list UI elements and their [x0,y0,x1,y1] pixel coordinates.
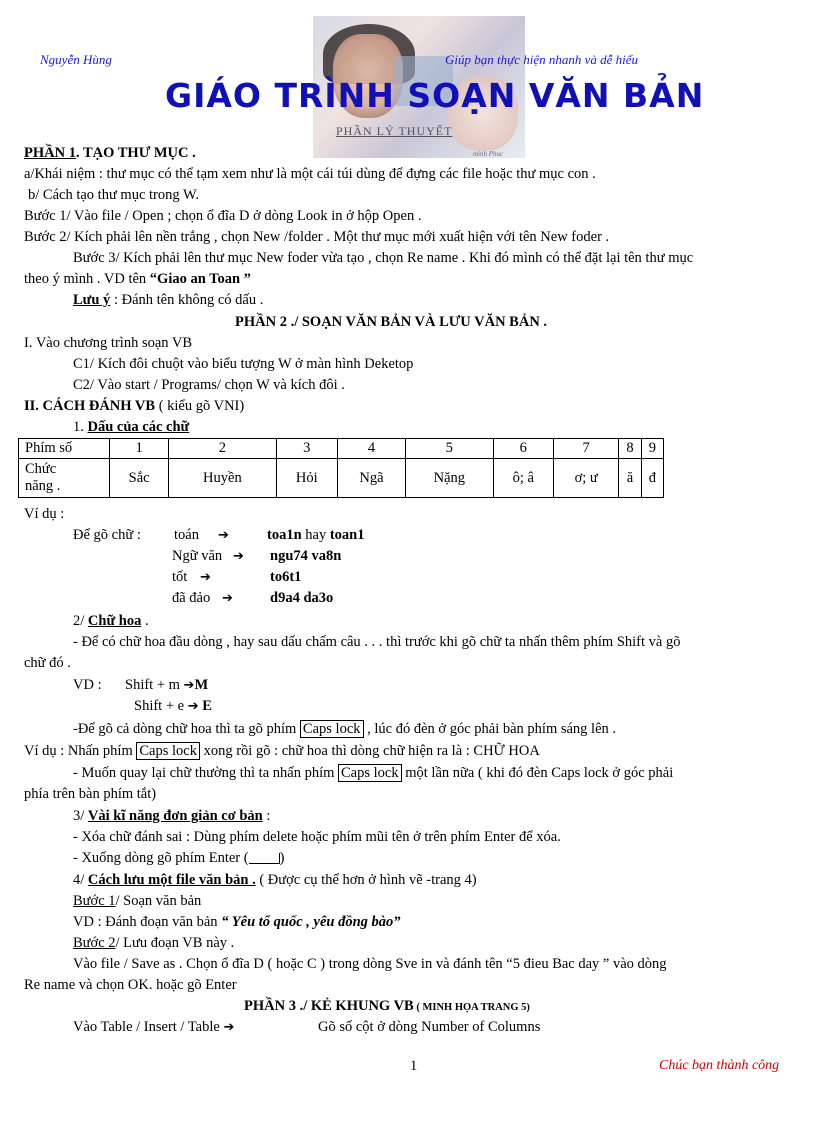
part1-definition: a/Khái niệm : thư mục có thể tạm xem như là một cái túi dùng để đựng các file hoặc thư mục con . [24,166,596,182]
part2-heading: PHẦN 2 ./ SOẠN VĂN BẢN VÀ LƯU VĂN BẢN . [235,314,548,330]
part1-how: b/ Cách tạo thư mục trong W. [28,187,199,203]
save-vd-label: VD : Đánh đoạn văn bản [73,914,222,930]
typing-title: II. CÁCH ĐÁNH VB [24,398,156,414]
arrow-icon: ➔ [233,549,244,564]
table-func: Huyền [169,459,276,498]
arrow-icon: ➔ [223,1020,235,1035]
caps-back-b: một lần nữa ( khi đó đèn Caps lock ở góc phải [401,765,674,781]
caps-lock-text-a: -Để gõ cả dòng chữ hoa thì ta gõ phím [73,721,300,737]
document-title: GIÁO TRÌNH SOẠN VĂN BẢN [165,76,705,115]
step2-text: / Lưu đoạn VB này . [115,935,235,951]
step2-label: Bước 2 [73,935,116,951]
save-vd [73,914,401,931]
enter-key-icon [249,853,280,864]
vd2-left: Shift + e [134,698,185,714]
part3-title: PHẦN 3 ./ KẺ KHUNG VB [244,998,414,1014]
example-alt-code: toan1 [329,527,365,543]
newline-text: - Xuống dòng gõ phím Enter ( [73,850,249,866]
example-code: toa1n [267,527,302,543]
caps-line2: chữ đó . [24,655,71,671]
marks-num: 1. [73,419,88,435]
example-word: đã đảo [172,590,211,606]
caps-vd-label: VD : [73,677,102,693]
caps-example-b: xong rồi gõ : chữ hoa thì dòng chữ hiện ra là : CHỮ HOA [199,743,540,759]
caps-vd2 [134,698,212,715]
example-code: d9a4 da3o [270,590,334,606]
part1-title: . TẠO THƯ MỤC . [75,145,196,161]
step1-label: Bước 1 [73,893,116,909]
save-step2 [73,935,234,952]
photo-caption: minh Phuc [473,150,504,158]
part1-step3-line1: Bước 3/ Kích phải lên thư mục New foder vừa tạo , chọn Re name . Khi đó mình có thể đặt lại tên thư mục [73,250,694,266]
example-code: to6t1 [270,569,302,585]
table-key: 9 [641,439,663,459]
table-func: ô; â [493,459,553,498]
table-func: Ngã [337,459,405,498]
vd2-right: E [202,698,212,714]
table-row-keys [19,439,664,459]
table-func: đ [641,459,663,498]
part3-note: ( MINH HỌA TRANG 5) [413,1002,530,1013]
example-code: ngu74 va8n [270,548,342,564]
example-word: tốt [172,569,188,585]
caps-dot: . [141,613,149,629]
caps-lock-key: Caps lock [338,764,402,782]
save-step1 [73,893,201,910]
caps-lock-key: Caps lock [136,742,200,760]
arrow-icon: ➔ [222,591,233,606]
skills-num: 3/ [73,808,88,824]
save-heading [73,872,477,889]
examples-label: Ví dụ : [24,506,65,522]
table-func-label [19,459,110,498]
caps-back-a: - Muốn quay lại chữ thường thì ta nhấn phím [73,765,339,781]
arrow-icon: ➔ [200,570,211,585]
skills-title: Vài kĩ năng đơn giản cơ bản [87,808,263,824]
save-step2-line1: Vào file / Save as . Chọn ổ đĩa D ( hoặc C ) trong dòng Sve in và đánh tên “5 đieu Bac day ” vào dòng [73,956,667,972]
table-func: Nặng [406,459,494,498]
skills-newline [73,850,284,867]
caps-line1: - Để có chữ hoa đầu dòng , hay sau dấu chấm câu . . . thì trước khi gõ chữ ta nhấn thêm phím Shift và gõ [73,634,681,650]
save-step2-line2: Re name và chọn OK. hoặc gõ Enter [24,977,237,993]
part1-step2: Bước 2/ Kích phải lên nền trắng , chọn New /folder . Một thư mục mới xuất hiện với tên New foder . [24,229,610,245]
caps-vd1 [125,677,208,694]
caps-num: 2/ [73,613,88,629]
table-key: 1 [110,439,169,459]
save-title: Cách lưu một file văn bản . [87,872,256,888]
example-word: toán [174,527,199,543]
save-vd-quote: “ Yêu tổ quốc , yêu đồng bào” [221,914,401,930]
part3-line-b: Gõ số cột ở dòng Number of Columns [318,1019,541,1035]
table-func: ă [619,459,641,498]
examples-intro: Để gõ chữ : [73,527,141,543]
arrow-icon: ➔ [187,699,199,714]
caps-lock-line [73,721,616,738]
caps-example-a: Ví dụ : Nhấn phím [24,743,137,759]
example-word: Ngữ văn [172,548,223,564]
caps-lock-text-b: , lúc đó đèn ở góc phải bàn phím sáng lên . [363,721,617,737]
part2-c2: C2/ Vào start / Programs/ chọn W và kích đôi . [73,377,345,393]
table-key: 7 [553,439,618,459]
arrow-icon: ➔ [183,678,195,693]
note-text: : Đánh tên không có dấu . [110,292,264,308]
table-func: ơ; ư [553,459,618,498]
part1-note [73,292,263,309]
table-func: Sắc [110,459,169,498]
table-key: 6 [493,439,553,459]
save-note: ( Được cụ thể hơn ở hình vẽ -trang 4) [255,872,477,888]
table-key: 3 [276,439,337,459]
caps-back-line [73,765,673,782]
step3-example: “Giao an Toan ” [149,271,251,287]
footer-wish: Chúc bạn thành công [659,1058,780,1073]
table-key: 4 [337,439,405,459]
caps-back-line2: phía trên bàn phím tắt) [24,786,157,802]
caps-heading [73,613,149,630]
header-slogan: Giúp bạn thực hiện nhanh và dễ hiểu [445,52,639,67]
table-row-functions [19,459,664,498]
table-key: 5 [406,439,494,459]
part1-label: PHẦN 1 [24,145,76,161]
marks-label: Dấu của các chữ [87,419,190,435]
typing-heading [24,398,244,415]
part2-open: I. Vào chương trình soạn VB [24,335,193,351]
func-label-line1: Chức [25,461,57,477]
page-number: 1 [410,1058,418,1074]
table-key: 2 [169,439,276,459]
author-name: Nguyễn Hùng [40,52,112,67]
part1-step3-line2 [24,271,251,288]
part3-heading [244,998,530,1015]
vd1-right: M [194,677,209,693]
example-alt: hay [301,527,330,543]
marks-heading [73,419,189,436]
note-label: Lưu ý [73,292,111,308]
table-header-label: Phím số [19,439,110,459]
part3-menu-path: Vào Table / Insert / Table [73,1019,220,1035]
table-func: Hỏi [276,459,337,498]
vni-key-table [18,438,664,498]
save-num: 4/ [73,872,88,888]
vd1-left: Shift + m [125,677,180,693]
skills-colon: : [262,808,271,824]
caps-lock-key: Caps lock [300,720,364,738]
skills-heading [73,808,270,825]
example-code-row [267,527,365,544]
typing-mode: ( kiểu gõ VNI) [155,398,245,414]
part2-c1: C1/ Kích đôi chuột vào biểu tượng W ở màn hình Deketop [73,356,414,372]
arrow-icon: ➔ [218,528,229,543]
part1-heading [24,145,196,162]
step3-text: theo ý mình . VD tên [24,271,150,287]
skills-delete: - Xóa chữ đánh sai : Dùng phím delete hoặc phím mũi tên ở trên phím Enter để xóa. [73,829,561,845]
caps-example-line [24,743,540,760]
caps-title: Chữ hoa [87,613,142,629]
newline-close: ) [279,850,285,866]
part1-step1: Bước 1/ Vào file / Open ; chọn ổ đĩa D ở dòng Look in ở hộp Open . [24,208,422,224]
document-subtitle: PHẦN LÝ THUYẾT [336,124,453,138]
part3-line [73,1019,234,1036]
func-label-line2: năng . [25,478,61,494]
table-key: 8 [619,439,641,459]
step1-text: / Soạn văn bản [115,893,202,909]
